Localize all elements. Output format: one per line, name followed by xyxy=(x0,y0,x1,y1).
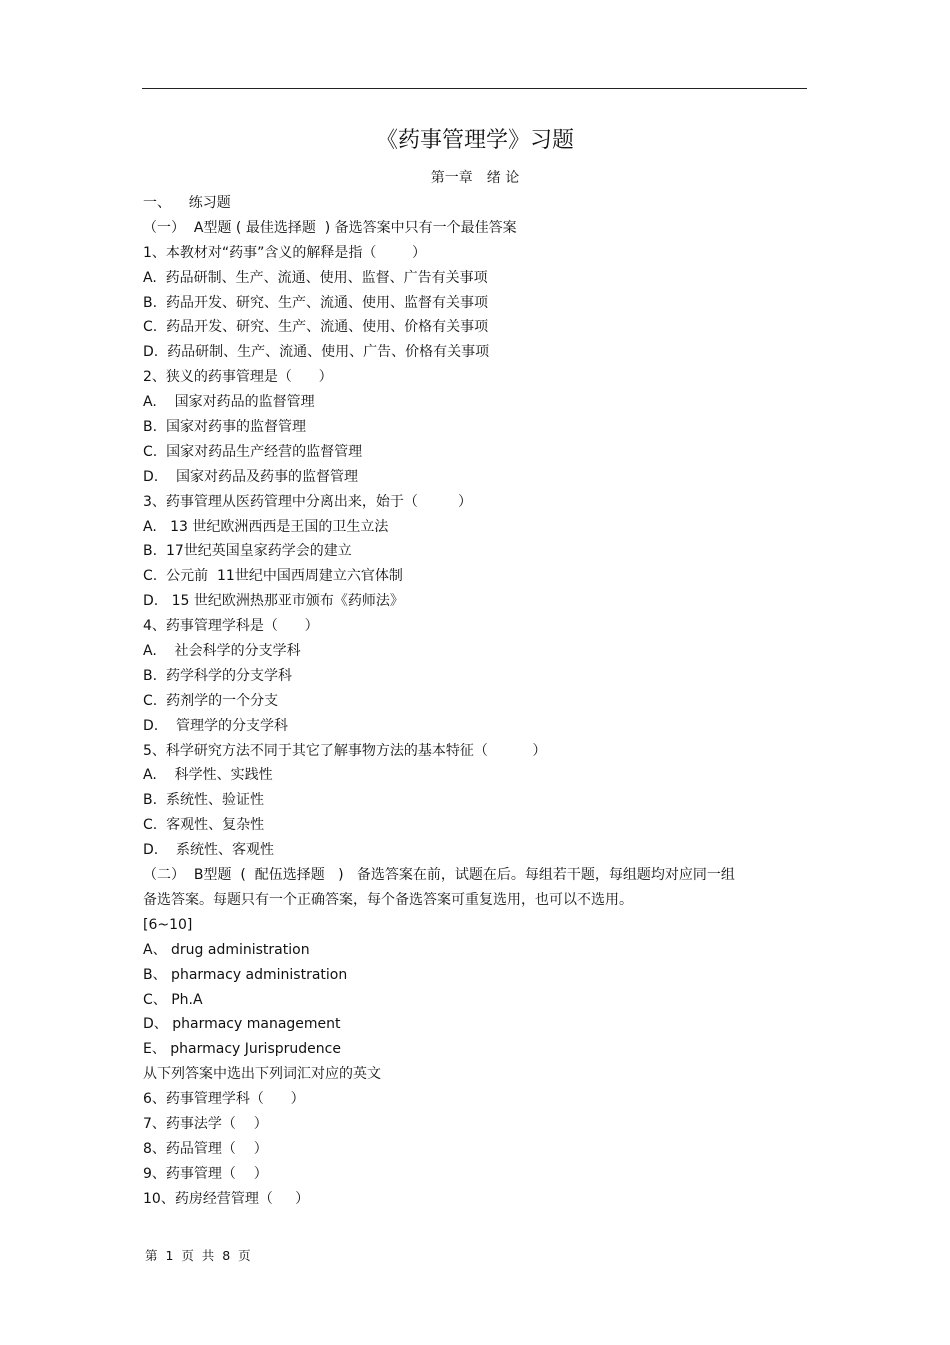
text-line: （一） A型题 ( 最佳选择题 ) 备选答案中只有一个最佳答案 xyxy=(143,219,517,236)
text-line: 4、药事管理学科是（ ） xyxy=(143,618,319,635)
text-line: A、 drug administration xyxy=(143,941,310,958)
text-line: 5、科学研究方法不同于其它了解事物方法的基本特征（ ） xyxy=(143,742,547,759)
text-line: B. 系统性、验证性 xyxy=(143,792,264,809)
text-line: D. 药品研制、生产、流通、使用、广告、价格有关事项 xyxy=(143,344,490,361)
text-line: （二） B型题 ( 配伍选择题 ) 备选答案在前，试题在后。每组若干题，每组题均对应同一组 xyxy=(143,867,735,884)
text-line: C. 公元前 11世纪中国西周建立六官体制 xyxy=(143,568,403,585)
text-line: B. 药学科学的分支学科 xyxy=(143,667,292,684)
header-rule xyxy=(142,88,807,89)
page-footer: 第 1 页 共 8 页 xyxy=(145,1248,251,1263)
text-line: 7、药事法学（ ） xyxy=(143,1115,268,1132)
text-line: C. 客观性、复杂性 xyxy=(143,817,265,834)
text-line: A. 国家对药品的监督管理 xyxy=(143,394,315,411)
text-line: 从下列答案中选出下列词汇对应的英文 xyxy=(143,1066,381,1083)
text-line: D、 pharmacy management xyxy=(143,1016,341,1033)
text-line: C、 Ph.A xyxy=(143,991,203,1008)
text-line: A. 科学性、实践性 xyxy=(143,767,273,784)
text-line: 2、狭义的药事管理是（ ） xyxy=(143,369,333,386)
document-title: 《药事管理学》习题 xyxy=(375,128,574,153)
text-line: C. 国家对药品生产经营的监督管理 xyxy=(143,443,363,460)
text-line: B. 药品开发、研究、生产、流通、使用、监督有关事项 xyxy=(143,294,488,311)
text-line: B. 国家对药事的监督管理 xyxy=(143,419,306,436)
text-line: 3、药事管理从医药管理中分离出来，始于（ ） xyxy=(143,493,472,510)
text-line: D. 管理学的分支学科 xyxy=(143,717,289,734)
text-line: B、 pharmacy administration xyxy=(143,966,348,983)
text-line: 备选答案。每题只有一个正确答案，每个备选答案可重复选用，也可以不选用。 xyxy=(143,891,633,908)
text-line: 10、药房经营管理（ ） xyxy=(143,1190,310,1207)
text-line: D. 系统性、客观性 xyxy=(143,842,275,859)
text-line: 6、药事管理学科（ ） xyxy=(143,1091,305,1108)
text-line: C. 药品开发、研究、生产、流通、使用、价格有关事项 xyxy=(143,319,489,336)
text-line: C. 药剂学的一个分支 xyxy=(143,692,279,709)
text-line: 8、药品管理（ ） xyxy=(143,1140,268,1157)
text-line: E、 pharmacy Jurisprudence xyxy=(143,1041,341,1058)
text-line: B. 17世纪英国皇家药学会的建立 xyxy=(143,543,352,560)
text-line: 9、药事管理（ ） xyxy=(143,1165,268,1182)
text-line: 一、 练习题 xyxy=(143,195,231,211)
text-line: A. 社会科学的分支学科 xyxy=(143,643,301,660)
text-line: [6~10] xyxy=(143,916,193,933)
text-line: A. 药品研制、生产、流通、使用、监督、广告有关事项 xyxy=(143,269,488,286)
chapter-heading: 第一章 绪 论 xyxy=(430,170,520,186)
exercise-body xyxy=(143,191,803,1212)
text-line: A. 13 世纪欧洲西西是王国的卫生立法 xyxy=(143,518,389,535)
text-line: D. 国家对药品及药事的监督管理 xyxy=(143,468,359,485)
text-line: 1、本教材对“药事”含义的解释是指（ ） xyxy=(143,244,427,261)
text-line: D. 15 世纪欧洲热那亚市颁布《药师法》 xyxy=(143,593,404,610)
